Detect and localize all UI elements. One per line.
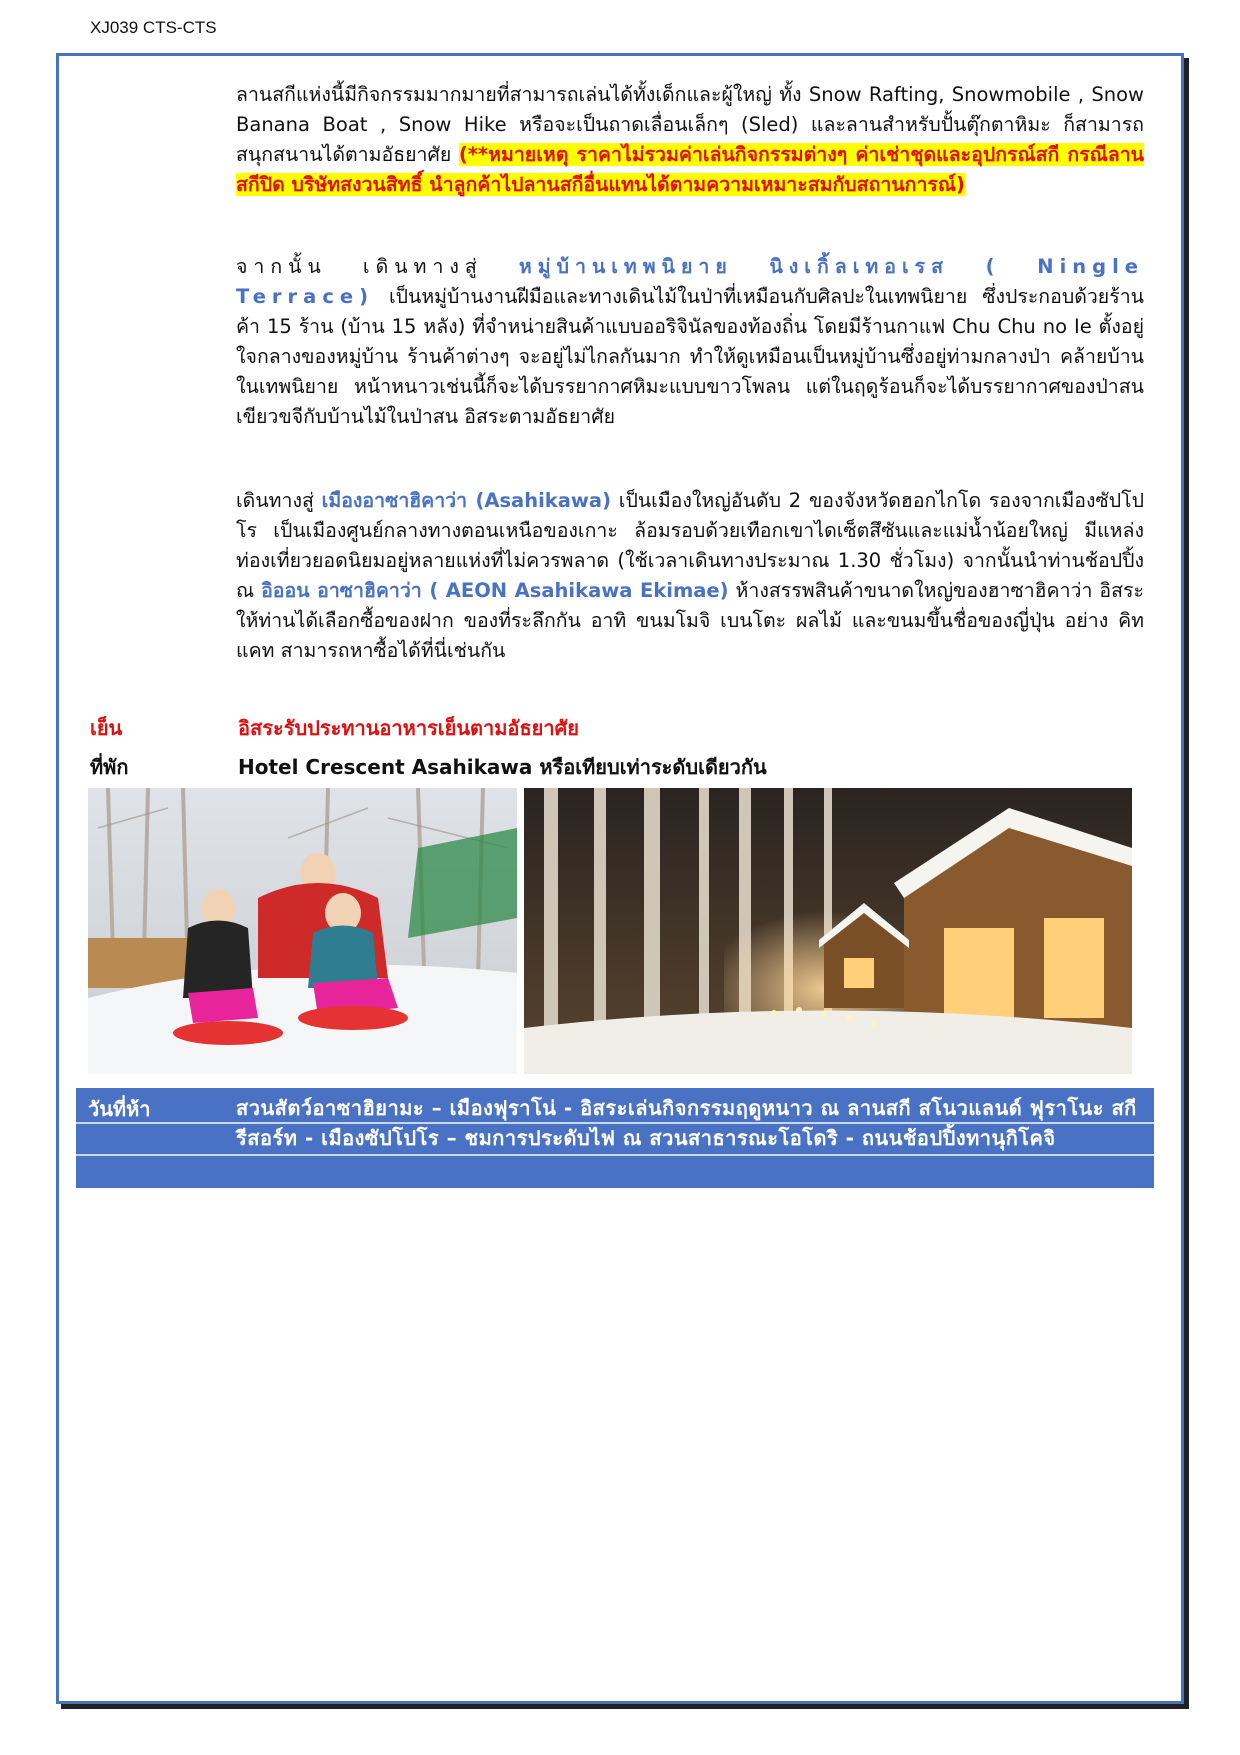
day5-label: วันที่ห้า — [88, 1097, 151, 1121]
day5-header — [76, 1088, 1154, 1188]
day-header-divider — [76, 1122, 1154, 1124]
hotel-value: Hotel Crescent Asahikawa หรือเทียบเท่าระดับเดียวกัน — [238, 755, 767, 779]
ski-activities-paragraph — [236, 80, 1144, 200]
price-remark-note: (**หมายเหตุ ราคาไม่รวมค่าเล่นกิจกรรมต่างๆ ค่าเช่าชุดและอุปกรณ์สกี กรณีลานสกีปิด บริษัทสงวนสิทธิ์ นำลูกค้าไปลานสกีอื่นแทนได้ตามความเหมาะสมกับสถานการณ์) — [236, 143, 1144, 196]
ski-activities-text: ลานสกีแห่งนี้มีกิจกรรมมากมายที่สามารถเล่นได้ทั้งเด็กและผู้ใหญ่ ทั้ง Snow Rafting, Snowmobile , Snow Banana Boat , Snow Hike หรือจะเป็นถาดเลื่อนเล็กๆ (Sled) และลานสำหรับปั้นตุ๊กตาหิมะ ก็สามารถสนุกสนานได้ตามอัธยาศัย — [236, 83, 1144, 166]
dinner-label: เย็น — [90, 716, 123, 740]
aeon-mall-name: อิออน อาซาฮิคาว่า ( AEON Asahikawa Ekimae) — [261, 579, 729, 602]
ningle-terrace-paragraph — [236, 252, 1144, 432]
ningle-terrace-photo — [524, 788, 1132, 1074]
ningle-description: เป็นหมู่บ้านงานฝีมือและทางเดินไม้ในป่าที่เหมือนกับศิลปะในเทพนิยาย ซึ่งประกอบด้วยร้านค้า 15 ร้าน (บ้าน 15 หลัง) ที่จำหน่ายสินค้าแบบออริจินัลของท้องถิ่น โดยมีร้านกาแฟ Chu Chu no Ie ตั้งอยู่ใจกลางของหมู่บ้าน ร้านค้าต่างๆ จะอยู่ไม่ไกลกันมาก ทำให้ดูเหมือนเป็นหมู่บ้านซึ่งอยู่ท่ามกลางป่า คล้ายบ้านในเทพนิยาย หน้าหนาวเช่นนี้ก็จะได้บรรยากาศหิมะแบบขาวโพลน แต่ในฤดูร้อนก็จะได้บรรยากาศของป่าสนเขียวขจีกับบ้านไม้ในป่าสน อิสระตามอัธยาศัย — [236, 285, 1144, 428]
ningle-terrace-name: หมู่บ้านเทพนิยาย นิงเกิ้ลเทอเรส ( Ningle Terrace) — [236, 255, 1145, 308]
dinner-value: อิสระรับประทานอาหารเย็นตามอัธยาศัย — [238, 716, 580, 740]
day5-title: สวนสัตว์อาซาฮิยามะ – เมืองฟุราโน่ - อิสระเล่นกิจกรรมฤดูหนาว ณ ลานสกี สโนวแลนด์ ฟุราโนะ สกีรีสอร์ท - เมืองซัปโปโร – ชมการประดับไฟ ณ สวนสาธารณะโอโดริ - ถนนช้อปปิ้งทานุกิโคจิ — [236, 1096, 1137, 1150]
ningle-lead-text: จากนั้น เดินทางสู่ — [236, 255, 519, 278]
asahikawa-lead-text: เดินทางสู่ — [236, 489, 322, 512]
asahikawa-city-name: เมืองอาซาฮิคาว่า (Asahikawa) — [321, 489, 611, 512]
asahikawa-description: เป็นเมืองใหญ่อันดับ 2 ของจังหวัดฮอกไกโด รองจากเมืองซัปโปโร เป็นเมืองศูนย์กลางทางตอนเหนือของเกาะ ล้อมรอบด้วยเทือกเขาไดเซ็ตสึซันและแม่น้ำน้อยใหญ่ มีแหล่งท่องเที่ยวยอดนิยมอยู่หลายแห่งที่ไม่ควรพลาด (ใช้เวลาเดินทางประมาณ 1.30 ชั่วโมง) จากนั้นนำท่านช้อปปิ้ง ณ — [236, 489, 1144, 602]
document-code: XJ039 CTS-CTS — [90, 18, 217, 37]
hotel-label: ที่พัก — [90, 755, 129, 779]
aeon-description: ห้างสรรพสินค้าขนาดใหญ่ของฮาซาฮิคาว่า อิสระให้ท่านได้เลือกซื้อของฝาก ของที่ระลึกกัน อาทิ ขนมโมจิ เบนโตะ ผลไม้ และขนมขึ้นชื่อของญี่ปุ่น อย่าง คิทแคท สามารถหาซื้อได้ที่นี่เช่นกัน — [236, 579, 1144, 662]
day-header-divider — [76, 1154, 1154, 1156]
asahikawa-paragraph — [236, 486, 1144, 666]
sledding-photo — [88, 788, 517, 1074]
